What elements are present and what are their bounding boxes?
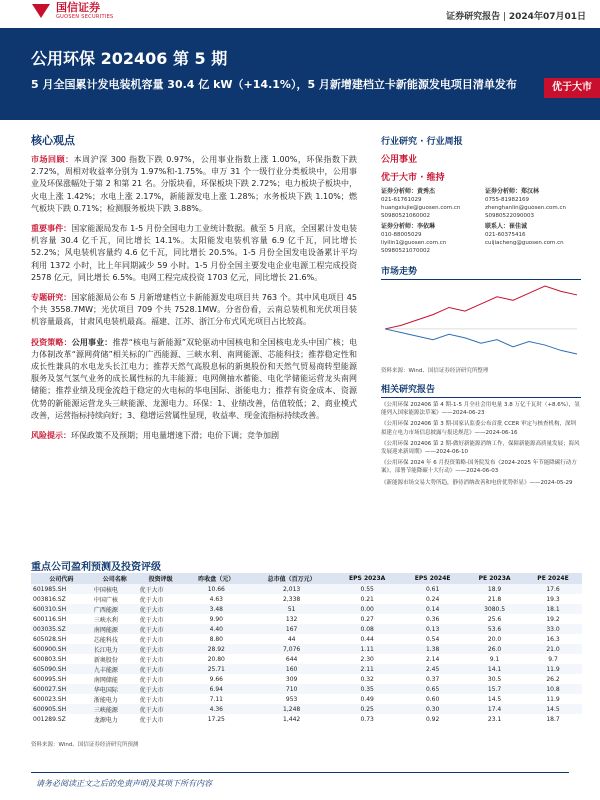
table-row — [31, 624, 582, 634]
table-cell: 25.71 — [184, 664, 250, 674]
table-cell: 优于大市 — [139, 676, 164, 684]
table-cell: 1,248 — [249, 704, 334, 714]
table-cell: 中国广核 — [93, 596, 118, 604]
table-cell: 浙能电力 — [93, 696, 118, 704]
table-cell: 1.11 — [334, 644, 400, 654]
table-cell: 19.2 — [546, 615, 560, 623]
table-cell: 20.80 — [207, 655, 225, 663]
key-events — [31, 223, 357, 284]
risk-warning — [31, 430, 357, 442]
chart-source: 资料来源：Wind、国信证券经济研究所整理 — [381, 368, 489, 374]
table-cell: 0.35 — [334, 684, 400, 694]
core-views — [31, 132, 357, 450]
table-cell: 14.5 — [487, 695, 502, 703]
table-cell: 优于大市 — [138, 624, 184, 634]
table-cell: 优于大市 — [139, 696, 164, 704]
investment-strategy-sub: 公用事业： — [71, 337, 113, 347]
table-cell: 南网储能 — [93, 676, 118, 684]
table-cell: 8.80 — [209, 635, 223, 643]
table-cell: 0.55 — [334, 584, 400, 594]
table-cell: 600310.SH — [31, 604, 92, 614]
table-cell: 0.00 — [334, 604, 400, 614]
analyst-email[interactable]: liyilin1@guosen.com.cn — [381, 240, 447, 246]
col-header: 总市值（百万元） — [249, 573, 334, 584]
table-cell: 9.7 — [548, 655, 558, 663]
table-cell: 14.5 — [524, 704, 582, 714]
table-cell: 21.0 — [524, 644, 582, 654]
key-events-key: 重要事件： — [31, 224, 72, 234]
table-cell: 优于大市 — [138, 604, 184, 614]
series-line — [385, 286, 577, 329]
table-row — [31, 604, 582, 614]
table-cell: 0.37 — [425, 675, 440, 683]
table-cell: 18.1 — [524, 604, 582, 614]
market-trend-chart — [381, 280, 581, 360]
col-header: 公司名称 — [92, 573, 138, 584]
table-cell: 2,338 — [283, 595, 301, 603]
table-cell: 三峡水利 — [93, 616, 118, 624]
logo-mark-icon — [30, 2, 52, 20]
table-cell: 16.3 — [546, 635, 560, 643]
table-cell: 广西能源 — [92, 604, 138, 614]
forecast-table — [31, 573, 582, 724]
analyst-phone: 021-60375416 — [485, 232, 526, 238]
rating-tab: 优于大市 — [544, 78, 600, 98]
table-row — [31, 584, 582, 594]
table-cell: 25.6 — [487, 615, 502, 623]
table-cell: 南网能源 — [92, 624, 138, 634]
table-cell: 003816.SZ — [33, 595, 66, 603]
table-cell: 21.8 — [487, 595, 502, 603]
table-row — [31, 634, 582, 644]
table-cell: 001289.SZ — [33, 715, 66, 723]
table-cell: 3.48 — [184, 604, 250, 614]
table-cell: 中国核电 — [92, 584, 138, 594]
analyst-phone: 021-61761029 — [381, 197, 422, 203]
table-cell: 0.44 — [360, 635, 374, 643]
risk-warning-key: 风险提示： — [31, 431, 71, 441]
series-line — [385, 329, 577, 354]
analyst-name: 联系人：崔佳诚 — [485, 223, 528, 230]
table-row — [31, 644, 582, 654]
industry-type: 行业研究 · 行业周报 — [381, 137, 463, 147]
col-header: 投资评级 — [138, 573, 184, 584]
table-cell: 600116.SH — [33, 615, 67, 623]
table-cell: 33.0 — [524, 624, 582, 634]
related-report[interactable]: 《公用环保 2024 年 6 月投资策略-国务院发布《2024-2025 年节能降碳行动方案》，部署节能降碳十大行动》——2024-06-03 — [381, 460, 577, 475]
top-bar — [0, 0, 600, 30]
analyst-name: 证券分析师：黄秀杰 — [381, 188, 436, 195]
logo-cn: 国信证券 — [56, 1, 100, 14]
table-cell: 2,013 — [249, 584, 334, 594]
table-cell: 优于大市 — [138, 644, 184, 654]
report-type-label: 证券研究报告 — [446, 12, 501, 22]
table-cell: 龙源电力 — [93, 716, 118, 724]
table-cell: 003035.SZ — [31, 624, 92, 634]
analyst-name: 证券分析师：李依琳 — [381, 223, 436, 230]
report-title: 公用环保 202406 第 5 期 — [31, 49, 228, 68]
table-cell: 167 — [249, 624, 334, 634]
table-cell: 0.25 — [334, 704, 400, 714]
col-header: 昨收盘（元） — [184, 573, 250, 584]
sector-name: 公用事业 — [381, 155, 418, 165]
table-cell: 0.36 — [425, 615, 440, 623]
table-cell: 4.36 — [184, 704, 250, 714]
table-cell: 19.3 — [546, 595, 560, 603]
table-cell: 18.7 — [546, 715, 560, 723]
table-cell: 长江电力 — [92, 644, 138, 654]
table-cell: 2.14 — [425, 655, 440, 663]
analyst-phone: 010-88005029 — [381, 232, 422, 238]
table-row — [31, 664, 582, 674]
table-row — [31, 654, 582, 664]
table-cell: 132 — [285, 615, 298, 623]
related-report[interactable]: 《公用环保 202406 第 2 期-做好新能源消纳工作，保障新能源高质量发展；海风发展迎来新周期》——2024-06-10 — [381, 440, 580, 456]
table-cell: 0.30 — [400, 704, 465, 714]
col-header: PE 2023A — [465, 573, 524, 584]
table-cell: 644 — [285, 655, 298, 663]
table-cell: 7,076 — [249, 644, 334, 654]
table-cell: 160 — [249, 664, 334, 674]
table-cell: 4.63 — [209, 595, 223, 603]
disclaimer-note: 请务必阅读正文之后的免责声明及其项下所有内容 — [36, 779, 212, 788]
col-header: 公司代码 — [31, 573, 92, 584]
market-chart-title: 市场走势 — [381, 264, 581, 280]
table-cell: 20.0 — [487, 635, 502, 643]
table-cell: 优于大市 — [139, 656, 164, 664]
title-banner — [0, 28, 600, 120]
table-cell: 0.21 — [360, 595, 374, 603]
analyst-email[interactable]: zhenghanlin@guosen.com.cn — [485, 205, 566, 211]
col-header: PE 2024E — [524, 573, 582, 584]
footer — [0, 770, 600, 800]
table-cell: 三峡能源 — [92, 704, 138, 714]
table-cell: 0.08 — [334, 624, 400, 634]
table-cell: 26.0 — [465, 644, 524, 654]
table-cell: 0.14 — [400, 604, 465, 614]
table-cell: 优于大市 — [139, 616, 164, 624]
table-cell: 1.38 — [400, 644, 465, 654]
analyst-cert: S0980521060002 — [381, 213, 430, 219]
table-cell: 23.1 — [487, 715, 502, 723]
analyst-card — [381, 188, 477, 220]
table-cell: 新奥股份 — [93, 656, 118, 664]
investment-strategy — [31, 337, 357, 422]
table-cell: 600995.SH — [33, 675, 67, 683]
risk-warning-text: 环保政策不及预期；用电量增速下滑；电价下调；竞争加剧 — [71, 431, 279, 441]
sector-rating: 优于大市 · 维持 — [381, 173, 445, 183]
table-cell: 53.6 — [465, 624, 524, 634]
table-cell: 7.11 — [209, 695, 223, 703]
table-cell: 10.66 — [184, 584, 250, 594]
table-cell: 0.61 — [400, 584, 465, 594]
table-cell: 710 — [249, 684, 334, 694]
table-cell: 0.24 — [425, 595, 440, 603]
related-report[interactable]: 《公用环保 202406 第 3 期-国家认监委公布首批 CCER 审定与核查机构，深圳拟建立电力市场信息披露与报送规范》——2024-06-16 — [381, 421, 576, 436]
table-cell: 600803.SH — [33, 655, 67, 663]
table-cell: 605090.SH — [31, 664, 92, 674]
table-cell: 6.94 — [184, 684, 250, 694]
col-header: EPS 2024E — [400, 573, 465, 584]
table-cell: 优于大市 — [139, 716, 164, 724]
logo-en: GUOSEN SECURITIES — [56, 14, 114, 20]
investment-strategy-key: 投资策略： — [31, 337, 72, 347]
col-header: EPS 2023A — [334, 573, 400, 584]
analyst-email[interactable]: huangxiujie@guosen.com.cn — [381, 205, 461, 211]
table-cell: 优于大市 — [139, 636, 164, 644]
related-reports-title: 相关研究报告 — [381, 382, 581, 398]
table-cell: 1,442 — [283, 715, 301, 723]
analyst-email[interactable]: cuijiacheng@guosen.com.cn — [485, 240, 564, 246]
table-title: 重点公司盈利预测及投资评级 — [31, 562, 161, 573]
market-review — [31, 154, 357, 215]
table-cell: 优于大市 — [138, 664, 184, 674]
table-cell: 601985.SH — [31, 584, 92, 594]
table-cell: 600900.SH — [31, 644, 92, 654]
table-cell: 309 — [285, 675, 298, 683]
table-cell: 9.90 — [209, 615, 223, 623]
table-cell: 0.49 — [360, 695, 374, 703]
related-report[interactable]: 《公用环保 202406 第 4 期-1-5 月全社会用电量 3.8 万亿千瓦时（+8.6%），氢能列入国家能源法草案》——2024-06-23 — [381, 402, 580, 417]
table-cell: 11.9 — [546, 695, 560, 703]
table-cell: 17.6 — [524, 584, 582, 594]
table-cell: 华电国际 — [92, 684, 138, 694]
market-review-text: 本周沪深 300 指数下跌 0.97%，公用事业指数上涨 1.00%，环保指数下跌 2.72%，周相对收益率分别为 1.97%和-1.75%。申万 31 个一级行业分类板块中，公用事业及环保涨幅处于第 2 和第 21 名。分版块看，环保板块下跌 2.72%；电力板块子板块中，火电上涨 1.42%；水电上涨 2.17%，新能源发电上涨 1.28%；水务板块下跌 1.10%；燃气板块下跌 0.71%；检测服务板块下跌 3.88%。 — [31, 155, 357, 213]
analyst-list — [381, 188, 581, 258]
table-row — [31, 594, 582, 604]
analyst-card — [485, 188, 581, 220]
analyst-card — [381, 223, 477, 255]
table-cell: 优于大市 — [139, 596, 164, 604]
table-cell: 17.25 — [207, 715, 225, 723]
table-cell: 600905.SH — [31, 704, 92, 714]
table-cell: 28.92 — [184, 644, 250, 654]
table-cell: 51 — [249, 604, 334, 614]
table-cell: 0.32 — [360, 675, 374, 683]
table-cell: 600027.SH — [31, 684, 92, 694]
logo — [30, 2, 114, 20]
table-cell: 0.13 — [400, 624, 465, 634]
investment-strategy-text: 推荐“核电与新能源”双轮驱动中国核电和全国核电龙头中国广核；电力体制改革“源网荷储”相关标的广西能源、三峡水利、南网能源、芯能科技；推荐稳定性和成长性兼具的水电龙头长江电力；推荐天然气高股息标的新奥股份和天然气贸易商转型能源服务及氢气氢气业务的成长属性标的九丰能源；电网侧抽水蓄能、电化学储能运营龙头南网储能；推荐业绩及现金流趋于稳定的火电标的华电国际、浙能电力；推荐有资金成本、资源优势的新能源运营龙头三峡能源、龙源电力。环保：1、业绩改善，估值较低；2、商业模式改善，运营指标持续向好；3、稳增运营属性显现，收益率、现金流指标持续改善。 — [31, 337, 358, 420]
analyst-phone: 0755-81982169 — [485, 197, 529, 203]
footer-divider — [31, 772, 569, 773]
table-cell: 0.27 — [360, 615, 374, 623]
special-research-key: 专题研究： — [31, 293, 72, 303]
table-cell: 30.5 — [487, 675, 502, 683]
table-cell: 15.7 — [465, 684, 524, 694]
table-row — [31, 694, 582, 704]
table-source: 资料来源：Wind、国信证券经济研究所预测 — [31, 742, 139, 748]
table-cell: 17.4 — [465, 704, 524, 714]
table-cell: 14.1 — [465, 664, 524, 674]
table-row — [31, 714, 582, 724]
table-cell: 605028.SH — [33, 635, 67, 643]
table-row — [31, 674, 582, 684]
table-cell: 2.11 — [334, 664, 400, 674]
table-cell: 9.1 — [489, 655, 500, 663]
table-cell: 优于大市 — [138, 584, 184, 594]
analyst-cert: S0980521070002 — [381, 248, 430, 254]
table-cell: 0.54 — [425, 635, 440, 643]
analyst-cert: S0980522090003 — [485, 213, 534, 219]
report-subtitle: 5 月全国累计发电装机容量 30.4 亿 kW（+14.1%），5 月新增建档立卡新能源发电项目清单发布 — [31, 78, 517, 91]
market-review-key: 市场回顾： — [31, 155, 74, 164]
table-cell: 0.60 — [425, 695, 440, 703]
table-cell: 0.92 — [425, 715, 440, 723]
core-views-title: 核心观点 — [31, 134, 75, 147]
special-research-text: 国家能源局公布 5 月新增建档立卡新能源发电项目共 763 个。其中风电项目 45 个共 3558.7MW；光伏项目 709 个共 7528.1MW。分省份看，云南总装机和光伏项目装机容量最高，甘肃风电装机最高。福建、江苏、浙江分布式风光项目占比较高。 — [31, 293, 357, 327]
analyst-name: 证券分析师：郑汉林 — [485, 188, 540, 195]
table-cell: 4.40 — [184, 624, 250, 634]
related-report[interactable]: 《新能源市场交易大势所趋，静待消纳改善和电价优势彰显》——2024-05-29 — [381, 479, 573, 486]
analyst-card — [485, 223, 581, 255]
table-cell: 10.8 — [524, 684, 582, 694]
table-cell: 2.45 — [400, 664, 465, 674]
report-type: 证券研究报告 | 2024年07月01日 — [446, 12, 586, 22]
table-cell: 2.30 — [360, 655, 374, 663]
table-header-row — [31, 573, 582, 584]
table-cell: 11.9 — [524, 664, 582, 674]
table-cell: 0.65 — [400, 684, 465, 694]
table-cell: 优于大市 — [138, 704, 184, 714]
table-cell: 芯能科技 — [93, 636, 118, 644]
table-row — [31, 614, 582, 624]
sidebar — [381, 134, 581, 487]
table-cell: 18.9 — [465, 584, 524, 594]
table-cell: 26.2 — [546, 675, 560, 683]
table-cell: 3080.5 — [465, 604, 524, 614]
table-row — [31, 684, 582, 694]
table-cell: 600023.SH — [33, 695, 67, 703]
table-cell: 953 — [285, 695, 298, 703]
table-row — [31, 704, 582, 714]
table-cell: 0.73 — [360, 715, 374, 723]
special-research — [31, 292, 357, 329]
key-events-text: 国家能源局发布 1-5 月份全国电力工业统计数据。截至 5 月底，全国累计发电装机容量 30.4 亿千瓦，同比增长 14.1%。太阳能发电装机容量 6.9 亿千瓦，同比增长 52.2%；风电装机容量约 4.6 亿千瓦，同比增长 20.5%。1-5 月份全国发电设备累计平均利用 1372 小时，比上年同期减少 59 小时。1-5 月份全国主要发电企业电源工程完成投资 2578 亿元，同比增长 6.5%。电网工程完成投资 1703 亿元，同比增长 21.6%。 — [31, 224, 358, 282]
table-cell: 44 — [287, 635, 296, 643]
table-cell: 九丰能源 — [92, 664, 138, 674]
table-cell: 优于大市 — [138, 684, 184, 694]
report-date: 2024年07月01日 — [508, 12, 586, 22]
table-cell: 9.66 — [209, 675, 223, 683]
